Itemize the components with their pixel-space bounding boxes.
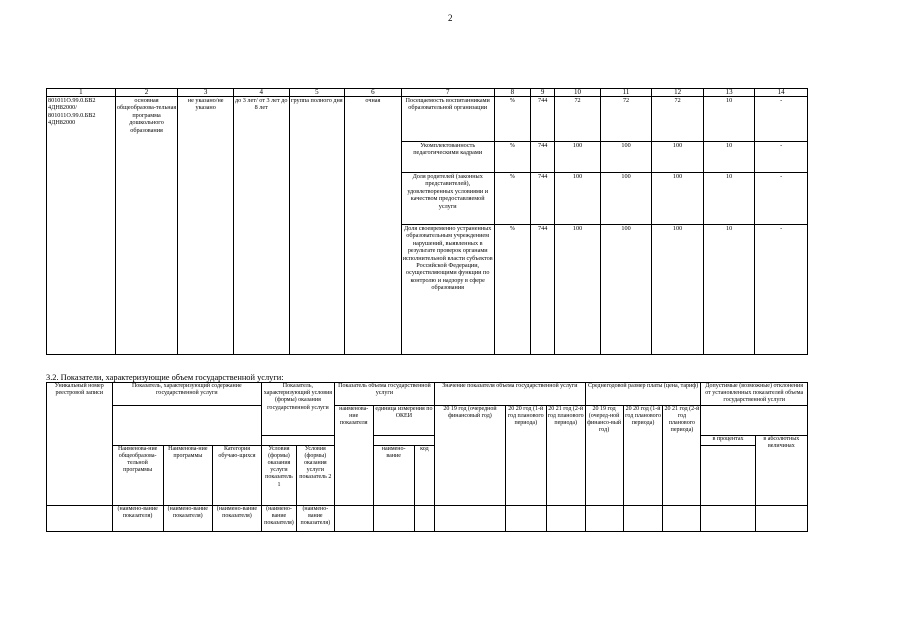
- indicator-name: Доля родителей (законных представителей), удовлетворенных условиями и качеством предоставляемой услуги: [401, 173, 494, 225]
- registry-code: 801011О.99.0.БВ2 4ДН82000/ 801011О.99.0.БВ2 4ДН82000: [47, 97, 116, 355]
- col-num: 1: [47, 89, 116, 97]
- col-num: 14: [755, 89, 808, 97]
- header-unit-code: код: [414, 445, 435, 505]
- name-hint: (наимено-вание показателя): [163, 505, 212, 531]
- page-number: 2: [448, 13, 453, 23]
- col-num: 6: [345, 89, 402, 97]
- header-dev-percent: в процентах: [701, 435, 755, 445]
- col-num: 3: [178, 89, 234, 97]
- value-2019: 100: [555, 173, 600, 225]
- deviation-percent: 10: [703, 97, 755, 142]
- name-hint: (наимено-вание показателя): [296, 505, 334, 531]
- table-header-row: [47, 383, 808, 406]
- unit: %: [494, 97, 530, 142]
- col-num: 12: [652, 89, 704, 97]
- header-year-2019: 20 19 год (очередной финансовый год): [435, 405, 506, 505]
- content-col-1: Наименова-ние общеобразова-тельной программы: [112, 445, 163, 505]
- okei-code: 744: [531, 142, 555, 173]
- col-num: 11: [600, 89, 652, 97]
- header-fee-2019: 20 19 год (очеред-ной финансо-вый год): [585, 405, 623, 505]
- col-num: 4: [233, 89, 289, 97]
- header-volume-name: наименова-ние показателя: [334, 405, 373, 505]
- header-volume: Показатель объема государственной услуги: [334, 383, 434, 406]
- indicator-name: Посещаемость воспитанниками образовательной организации: [401, 97, 494, 142]
- deviation-percent: 10: [703, 173, 755, 225]
- table-row: [47, 97, 808, 142]
- value-2020: 72: [600, 97, 652, 142]
- value-2019: 100: [555, 225, 600, 355]
- value-2021: 100: [652, 142, 704, 173]
- table-header-row: [47, 89, 808, 97]
- section-title: 3.2. Показатели, характеризующие объем государственной услуги:: [46, 373, 284, 382]
- unit: %: [494, 173, 530, 225]
- unit: %: [494, 225, 530, 355]
- deviation-absolute: -: [755, 225, 808, 355]
- col-num: 7: [401, 89, 494, 97]
- header-dev-absolute: в абсолютных величинах: [755, 435, 807, 505]
- value-2021: 72: [652, 97, 704, 142]
- value-2019: 72: [555, 97, 600, 142]
- indicator-name: Доля своевременно устраненных образовательным учреждением нарушений, выявленных в результате проверок органами исполнительной власти субъектов Российской Федерации, осуществляющими функции по контролю и надзору в сфере образования: [401, 225, 494, 355]
- header-deviation: Допустимые (возможные) отклонения от установленных показателей объема государственной услуги: [701, 383, 808, 406]
- deviation-absolute: -: [755, 97, 808, 142]
- condition-col-2: Условия (формы) оказания услуги показатель 2: [296, 445, 334, 505]
- okei-code: 744: [531, 225, 555, 355]
- header-conditions: Показатель, характеризующий условия (формы) оказания государственной услуги: [262, 383, 335, 436]
- indicator-name: Укомплектованность педагогическими кадрами: [401, 142, 494, 173]
- col-num: 13: [703, 89, 755, 97]
- education-form: очная: [345, 97, 402, 355]
- okei-code: 744: [531, 97, 555, 142]
- value-2020: 100: [600, 225, 652, 355]
- name-hint: (наимено-вание показателя): [212, 505, 261, 531]
- value-2021: 100: [652, 225, 704, 355]
- col-num: 5: [289, 89, 345, 97]
- services-quality-table: [46, 88, 808, 355]
- group-type: группа полного дня: [289, 97, 345, 355]
- name-hint: (наимено-вание показателя): [262, 505, 297, 531]
- header-year-2021: 20 21 год (2-й год планового периода): [546, 405, 585, 505]
- content-col-3: Категория обучаю-щихся: [212, 445, 261, 505]
- value-2020: 100: [600, 173, 652, 225]
- header-content: Показатель, характеризующий содержание государственной услуги: [112, 383, 262, 406]
- header-fee: Среднегодовой размер платы (цена, тариф): [585, 383, 701, 406]
- age-category: до 3 лет/ от 3 лет до 8 лет: [233, 97, 289, 355]
- services-volume-table: [46, 382, 808, 532]
- value-2021: 100: [652, 173, 704, 225]
- header-fee-2020: 20 20 год (1-й год планового периода): [623, 405, 663, 505]
- header-volume-unit: единица измерения по ОКЕИ: [373, 405, 434, 435]
- header-unique-number: Уникальный номер реестровой записи: [47, 383, 113, 506]
- col-num: 2: [115, 89, 178, 97]
- header-fee-2021: 20 21 год (2-й год планового периода): [663, 405, 701, 505]
- col-num: 8: [494, 89, 530, 97]
- header-year-2020: 20 20 год (1-й год планового периода): [505, 405, 546, 505]
- value-2019: 100: [555, 142, 600, 173]
- okei-code: 744: [531, 173, 555, 225]
- col-num: 9: [531, 89, 555, 97]
- unit: %: [494, 142, 530, 173]
- deviation-percent: 10: [703, 142, 755, 173]
- col-num: 10: [555, 89, 600, 97]
- deviation-percent: 10: [703, 225, 755, 355]
- content-col-2: Наименова-ние программы: [163, 445, 212, 505]
- program-name: основная общеобразова-тельная программа дошкольного образования: [115, 97, 178, 355]
- header-value: Значение показателя объема государственной услуги: [435, 383, 586, 406]
- deviation-absolute: -: [755, 142, 808, 173]
- value-2020: 100: [600, 142, 652, 173]
- deviation-absolute: -: [755, 173, 808, 225]
- condition-col-1: Условия (формы) оказания услуги показатель 1: [262, 445, 297, 505]
- program-type: не указано/не указано: [178, 97, 234, 355]
- header-unit-name: наимено-вание: [373, 445, 414, 505]
- name-hint: (наимено-вание показателя): [112, 505, 163, 531]
